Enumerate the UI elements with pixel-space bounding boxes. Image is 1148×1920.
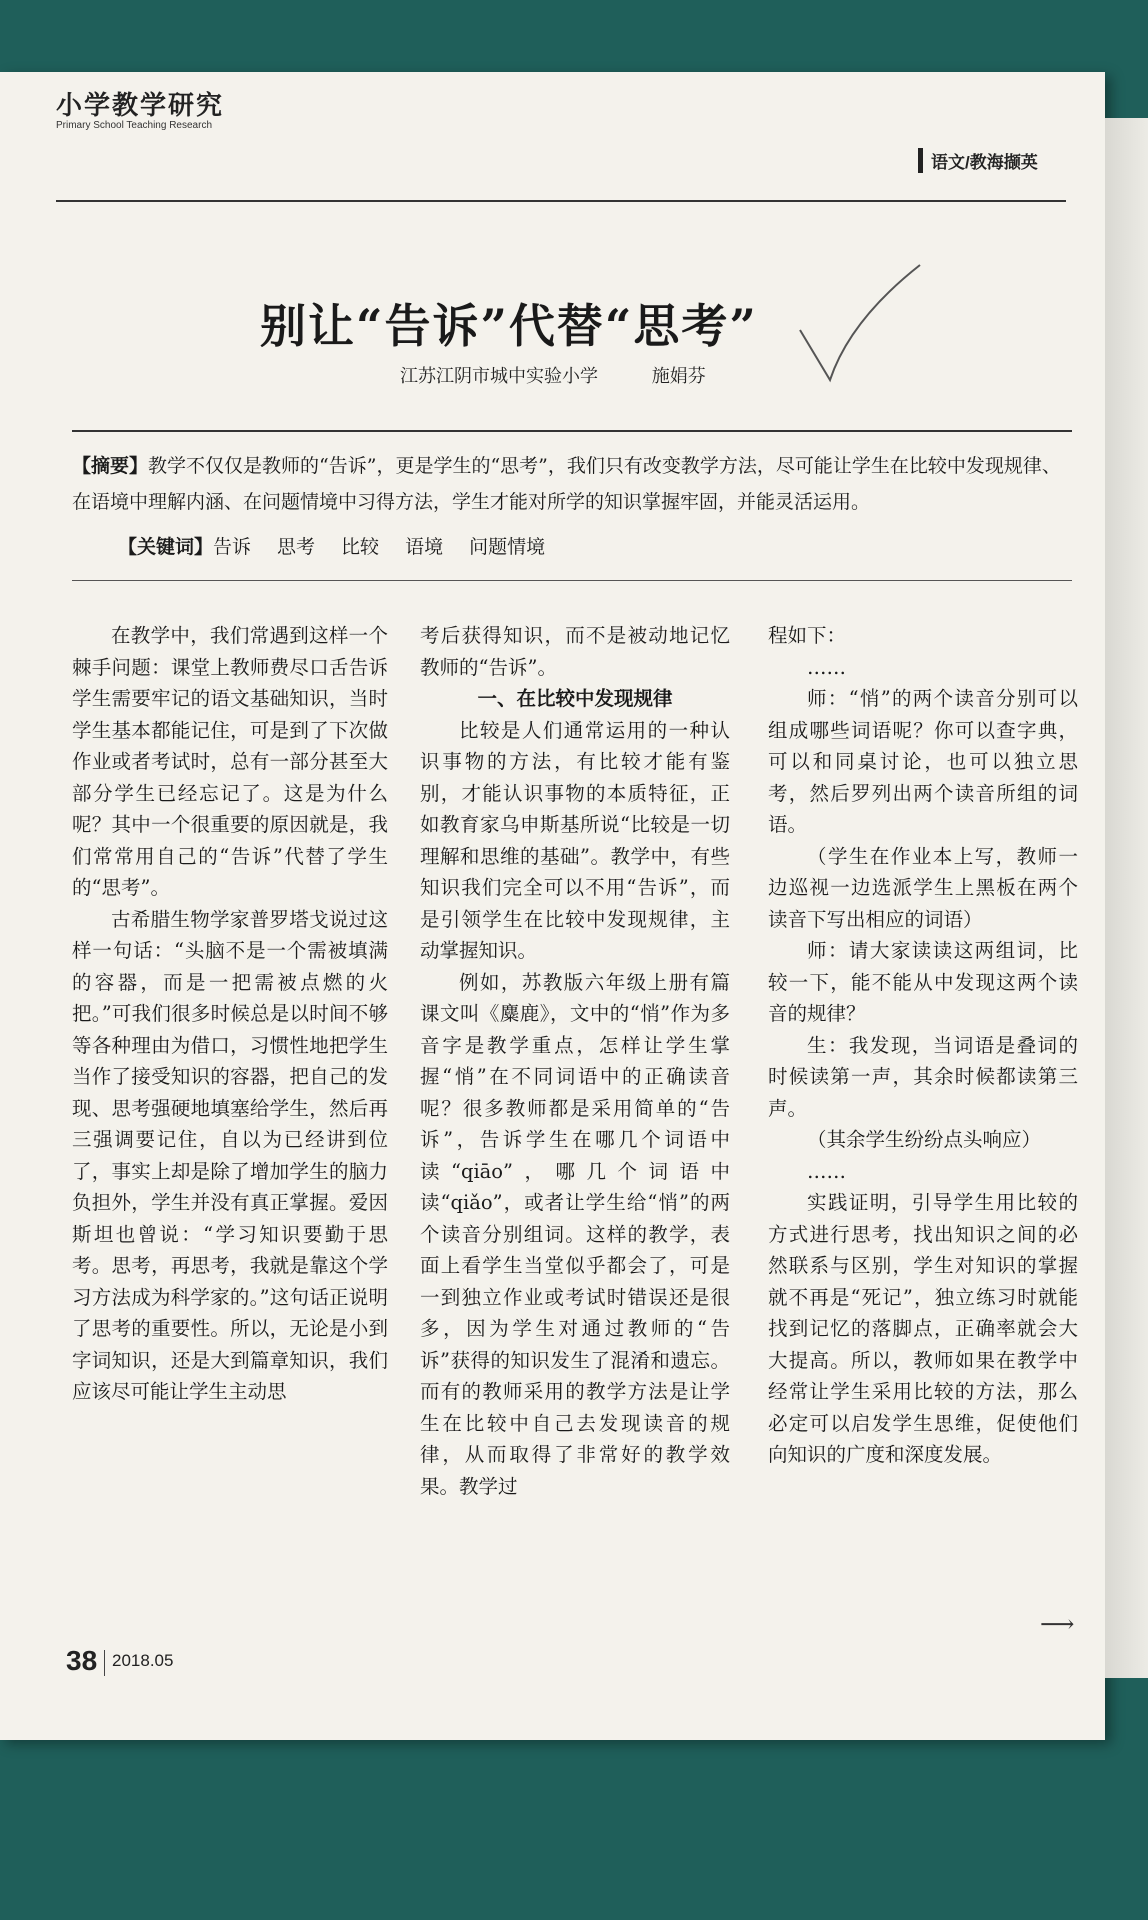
article-title: 别让“告诉”代替“思考”	[260, 299, 758, 353]
paragraph: 实践证明，引导学生用比较的方式进行思考，找出知识之间的必然联系与区别，学生对知识的掌握就不再是“死记”，独立练习时就能找到记忆的落脚点，正确率就会大大提高。所以，教师如果在教学中经常让学生采用比较的方法，那么必定可以启发学生思维，促使他们向知识的广度和深度发展。	[768, 1191, 1078, 1466]
paragraph: 在教学中，我们常遇到这样一个棘手问题：课堂上教师费尽口舌告诉学生需要牢记的语文基础知识，当时学生基本都能记住，可是到了下次做作业或者考试时，总有一部分甚至大部分学生已经忘记了。这是为什么呢？其中一个很重要的原因就是，我们常常用自己的“告诉”代替了学生的“思考”。	[72, 624, 388, 899]
paragraph-continuation: 程如下：	[768, 624, 847, 647]
paragraph: 师：请大家读读这两组词，比较一下，能不能从中发现这两个读音的规律？	[768, 939, 1078, 1025]
journal-masthead	[56, 85, 224, 131]
journal-title-cn: 小学教学研究	[56, 91, 225, 121]
paragraph: （学生在作业本上写，教师一边巡视一边选派学生上黑板在两个读音下写出相应的词语）	[768, 844, 1078, 931]
header-rule	[56, 200, 1066, 202]
abstract-text: 教学不仅仅是教师的“告诉”，更是学生的“思考”，我们只有改变教学方法，尽可能让学生在比较中发现规律、在语境中理解内涵、在问题情境中习得方法，学生才能对所学的知识掌握牢固，并能灵活运用。	[72, 455, 1061, 513]
paragraph: ……	[807, 655, 846, 679]
body-column-1	[72, 620, 388, 1408]
keyword: 思考	[277, 536, 316, 558]
journal-title-en: Primary School Teaching Research	[56, 120, 213, 131]
section-label: 语文/教海撷英	[918, 148, 1038, 173]
keyword: 告诉	[213, 536, 252, 558]
page-number: 38	[66, 1645, 98, 1676]
keyword: 问题情境	[469, 536, 546, 558]
issue-date: 2018.05	[112, 1651, 174, 1670]
author-name: 施娟芬	[651, 366, 706, 387]
body-column-3	[768, 620, 1078, 1471]
paragraph-continuation: 考后获得知识，而不是被动地记忆教师的“告诉”。	[420, 624, 730, 679]
footer-separator	[104, 1650, 105, 1676]
next-page-edge	[1105, 118, 1148, 1678]
paragraph: ……	[807, 1159, 846, 1183]
handwritten-tick-mark	[790, 260, 930, 400]
paragraph: 古希腊生物学家普罗塔戈说过这样一句话：“头脑不是一个需被填满的容器，而是一把需被点燃的火把。”可我们很多时候总是以时间不够等各种理由为借口，习惯性地把学生当作了接受知识的容器，把自己的发现、思考强硬地填塞给学生，然后再三强调要记住，自以为已经讲到位了，事实上却是除了增加学生的脑力负担外，学生并没有真正掌握。爱因斯坦也曾说：“学习知识要勤于思考。思考，再思考，我就是靠这个学习方法成为科学家的。”这句话正说明了思考的重要性。所以，无论是小到字词知识，还是大到篇章知识，我们应该尽可能让学生主动思	[72, 907, 388, 1403]
paragraph: 例如，苏教版六年级上册有篇课文叫《麋鹿》，文中的“悄”作为多音字是教学重点，怎样让学生掌握“悄”在不同词语中的正确读音呢？很多教师都是采用简单的“告诉”，告诉学生在哪几个词语中读“qiāo”，哪几个词语中读“qiǎo”，或者让学生给“悄”的两个读音分别组词。这样的教学，表面上看学生当堂似乎都会了，可是一到独立作业或考试时错误还是很多，因为学生对通过教师的“告诉”获得的知识发生了混淆和遗忘。而有的教师采用的教学方法是让学生在比较中自己去发现读音的规律，从而取得了非常好的教学效果。教学过	[420, 970, 730, 1498]
section-heading: 一、在比较中发现规律	[477, 687, 673, 710]
body-column-2	[420, 620, 730, 1502]
abstract-top-rule	[72, 430, 1072, 432]
keywords	[118, 532, 571, 559]
keyword: 语境	[405, 536, 444, 558]
abstract	[72, 448, 1072, 520]
paragraph: 比较是人们通常运用的一种认识事物的方法，有比较才能有鉴别，才能认识事物的本质特征，正如教育家乌申斯基所说“比较是一切理解和思维的基础”。教学中，有些知识我们完全可以不用“告诉”，而是引领学生在比较中发现规律，主动掌握知识。	[420, 718, 730, 962]
abstract-label: 【摘要】	[72, 455, 149, 477]
paragraph: 生：我发现，当词语是叠词的时候读第一声，其余时候都读第三声。	[768, 1033, 1078, 1120]
author-affiliation: 江苏江阴市城中实验小学	[400, 366, 598, 387]
keyword: 比较	[341, 536, 380, 558]
paragraph: 师：“悄”的两个读音分别可以组成哪些词语呢？你可以查字典，可以和同桌讨论，也可以独立思考，然后罗列出两个读音所组的词语。	[768, 687, 1078, 836]
byline	[400, 362, 706, 388]
keywords-label: 【关键词】	[118, 536, 214, 558]
continue-arrow-icon: ⟶	[1040, 1610, 1075, 1638]
abstract-bottom-rule	[72, 580, 1072, 581]
paragraph: （其余学生纷纷点头响应）	[807, 1128, 1042, 1151]
